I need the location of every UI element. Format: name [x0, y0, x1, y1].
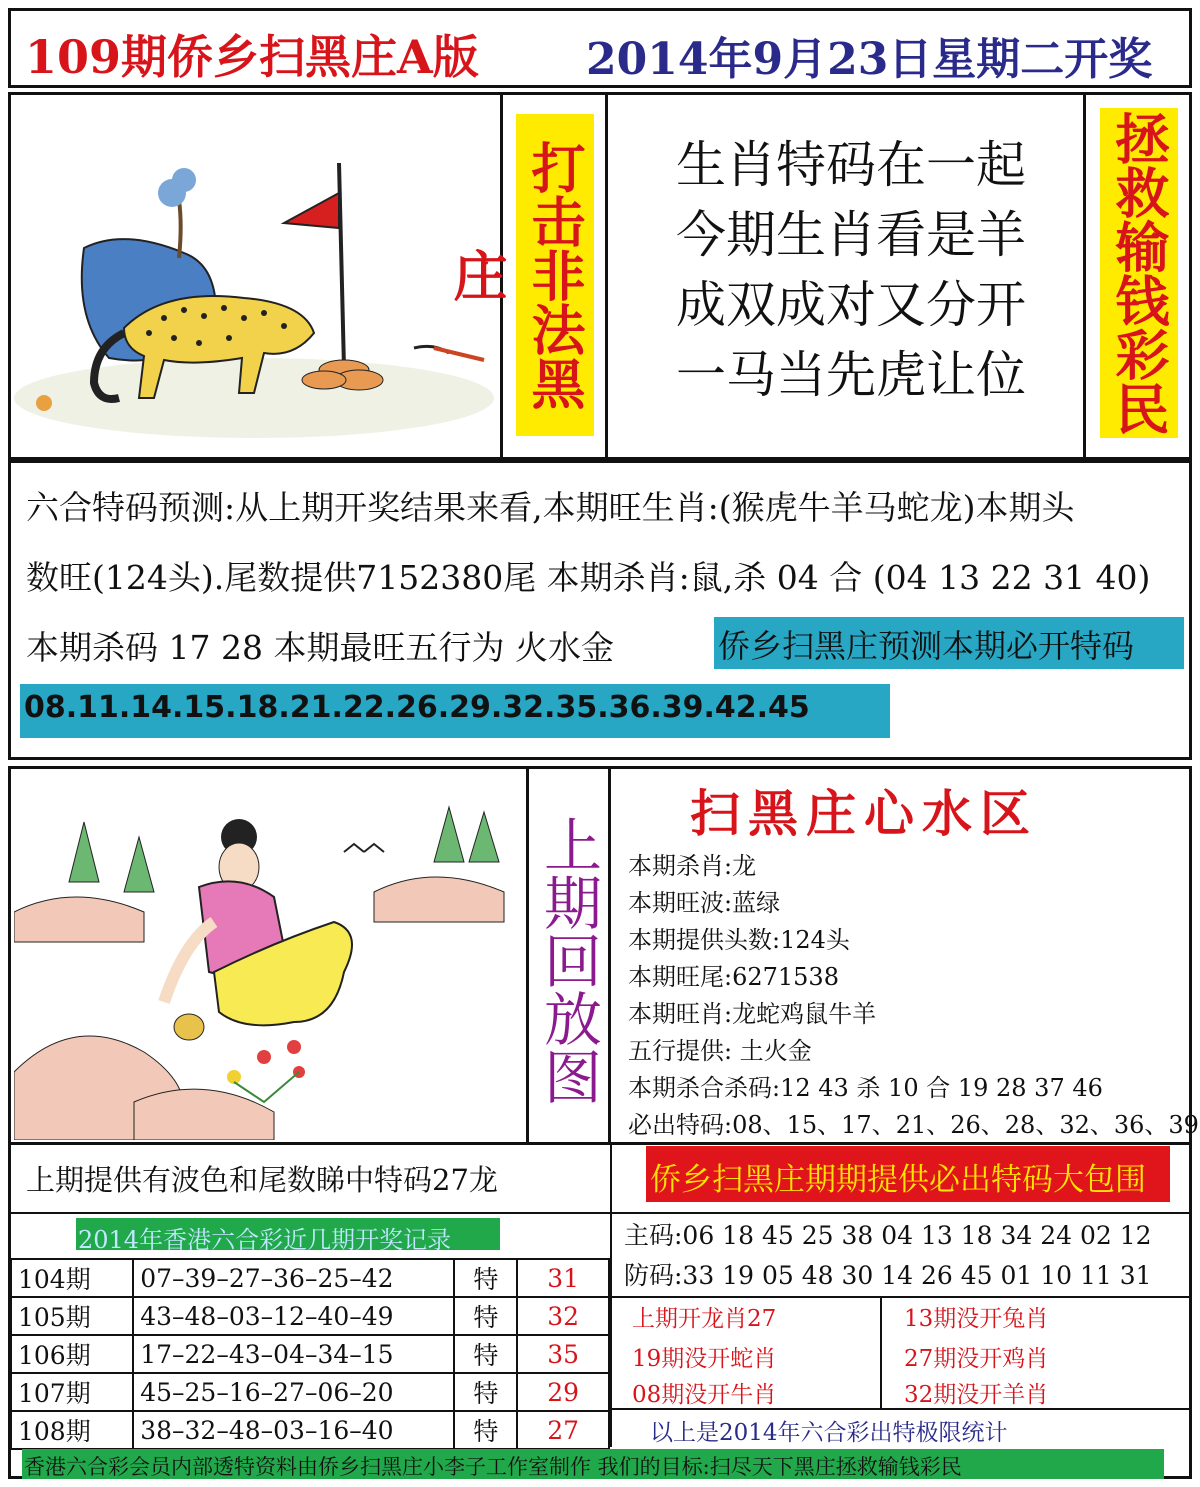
- special-numbers-banner: [20, 684, 890, 738]
- issue-title: 109期侨乡扫黑庄A版: [25, 30, 479, 84]
- history-header: [76, 1218, 500, 1254]
- heart-item: 本期旺尾:6271538: [628, 963, 839, 991]
- te-cell: 特: [454, 1411, 517, 1449]
- leopard-illustration: [14, 98, 500, 454]
- heart-item: 五行提供: 土火金: [628, 1037, 812, 1065]
- te-cell: 特: [454, 1297, 517, 1335]
- divider: [10, 1212, 1190, 1214]
- heart-item: 本期杀合杀码:12 43 杀 10 合 19 28 37 46: [628, 1074, 1103, 1102]
- review-illustration: [14, 772, 524, 1140]
- period-cell: 107期: [11, 1373, 133, 1411]
- numbers-cell: 17–22–43–04–34–15: [133, 1335, 454, 1373]
- heart-item: 必出特码:08、15、17、21、26、28、32、36、39: [628, 1111, 1199, 1139]
- slogan-box-right: [1100, 108, 1178, 438]
- period-cell: 104期: [11, 1259, 133, 1297]
- period-cell: 108期: [11, 1411, 133, 1449]
- footer-text: 香港六合彩会员内部透特资料由侨乡扫黑庄小李子工作室制作 我们的目标:扫尽天下黑庄拯救输钱彩民: [24, 1455, 962, 1479]
- stats-footer: 以上是2014年六合彩出特极限统计: [650, 1420, 1008, 1446]
- heart-item: 本期杀肖:龙: [628, 852, 757, 880]
- history-table: [10, 1258, 610, 1450]
- table-row: [11, 1411, 609, 1449]
- divider: [612, 1296, 1190, 1298]
- special-cell: 29: [517, 1373, 609, 1411]
- numbers-cell: 43–48–03–12–40–49: [133, 1297, 454, 1335]
- period-cell: 105期: [11, 1297, 133, 1335]
- stat-cell: 32期没开羊肖: [904, 1382, 1049, 1408]
- heart-item: 本期旺肖:龙蛇鸡鼠牛羊: [628, 1000, 877, 1028]
- divider: [605, 92, 608, 460]
- heart-item: 本期提供头数:124头: [628, 926, 850, 954]
- poem-line: 今期生肖看是羊: [676, 206, 1026, 264]
- table-row: [11, 1373, 609, 1411]
- poem-line: 一马当先虎让位: [676, 346, 1026, 404]
- main-code: 主码:06 18 45 25 38 04 13 18 34 24 02 12: [624, 1221, 1152, 1250]
- divider: [608, 766, 611, 1146]
- stat-cell: 上期开龙肖27: [632, 1306, 777, 1332]
- special-numbers: 08.11.14.15.18.21.22.26.29.32.35.36.39.42.45: [24, 690, 810, 725]
- stat-cell: 08期没开牛肖: [632, 1382, 777, 1408]
- special-cell: 27: [517, 1411, 609, 1449]
- heart-item: 本期旺波:蓝绿: [628, 889, 781, 917]
- numbers-cell: 38–32–48–03–16–40: [133, 1411, 454, 1449]
- last-hit: 上期提供有波色和尾数睇中特码27龙: [26, 1163, 498, 1197]
- stat-cell: 27期没开鸡肖: [904, 1346, 1049, 1372]
- poem-line: 生肖特码在一起: [676, 136, 1026, 194]
- divider: [526, 766, 529, 1146]
- prediction-line-1: 六合特码预测:从上期开奖结果来看,本期旺生肖:(猴虎牛羊马蛇龙)本期头: [26, 488, 1075, 527]
- footer-banner: [22, 1449, 1164, 1479]
- prediction-banner-text: 侨乡扫黑庄预测本期必开特码: [718, 627, 1135, 665]
- title-bar: [8, 8, 1192, 88]
- red-banner: [646, 1146, 1170, 1202]
- heart-list: [628, 848, 1199, 1144]
- period-cell: 106期: [11, 1335, 133, 1373]
- special-cell: 35: [517, 1335, 609, 1373]
- divider: [1083, 92, 1086, 460]
- slogan-left: 打击非法黑庄: [445, 140, 587, 410]
- te-cell: 特: [454, 1373, 517, 1411]
- prediction-line-2: 数旺(124头).尾数提供7152380尾 本期杀肖:鼠,杀 04 合 (04 13 22 31 40): [26, 558, 1151, 597]
- divider: [610, 1142, 612, 1447]
- red-banner-text: 侨乡扫黑庄期期提供必出特码大包围: [650, 1162, 1146, 1198]
- history-header-text: 2014年香港六合彩近几期开奖记录: [78, 1226, 452, 1254]
- te-cell: 特: [454, 1259, 517, 1297]
- te-cell: 特: [454, 1335, 517, 1373]
- special-cell: 31: [517, 1259, 609, 1297]
- guard-code: 防码:33 19 05 48 30 14 26 45 01 10 11 31: [624, 1261, 1152, 1290]
- review-label: 上期回放图: [534, 815, 602, 1105]
- slogan-right: 拯救输钱彩民: [1107, 111, 1171, 435]
- special-cell: 32: [517, 1297, 609, 1335]
- draw-date: 2014年9月23日星期二开奖: [586, 34, 1153, 85]
- prediction-banner: [714, 617, 1184, 669]
- table-row: [11, 1259, 609, 1297]
- table-row: [11, 1335, 609, 1373]
- divider: [880, 1296, 882, 1408]
- slogan-box-left: [445, 114, 594, 436]
- stat-cell: 19期没开蛇肖: [632, 1346, 777, 1372]
- numbers-cell: 07–39–27–36–25–42: [133, 1259, 454, 1297]
- heart-title: 扫黑庄心水区: [690, 784, 1038, 843]
- poem: [676, 130, 1076, 420]
- stat-cell: 13期没开兔肖: [904, 1306, 1049, 1332]
- numbers-cell: 45–25–16–27–06–20: [133, 1373, 454, 1411]
- table-row: [11, 1297, 609, 1335]
- prediction-line-3: 本期杀码 17 28 本期最旺五行为 火水金: [26, 628, 614, 667]
- poem-line: 成双成对又分开: [676, 276, 1026, 334]
